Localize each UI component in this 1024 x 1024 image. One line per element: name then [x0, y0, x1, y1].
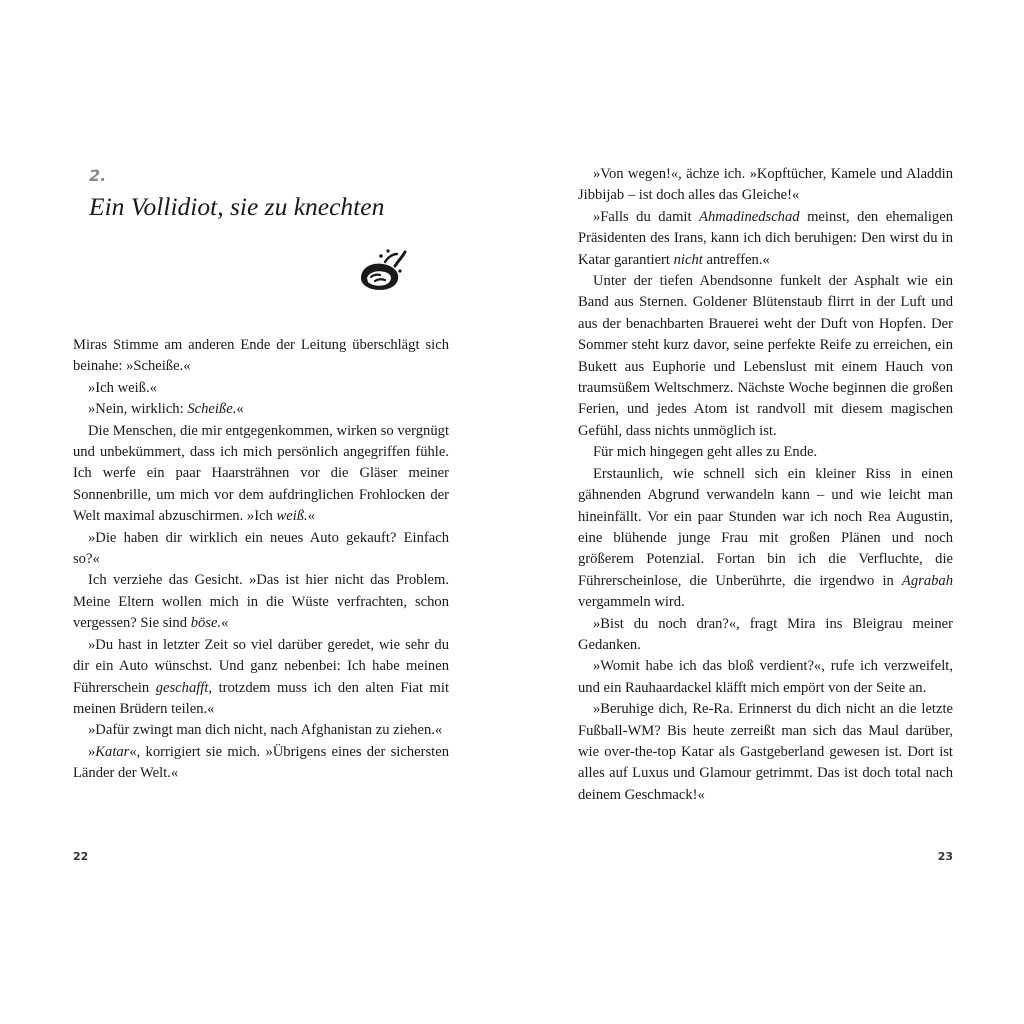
right-body-text — [578, 164, 953, 806]
chapter-title: Ein Vollidiot, sie zu knechten — [89, 192, 385, 221]
paragraph: Die Menschen, die mir entgegenkommen, wirken so vergnügt und unbekümmert, dass ich mich persönlich angegriffen fühle. Ich werfe ein paar Haarsträhnen vor die Gläser meiner Sonnenbrille, um mich vor dem aufdringlichen Frohlocken der Welt maximal abzuschirmen. »Ich weiß.« — [73, 422, 449, 525]
paragraph: Unter der tiefen Abendsonne funkelt der Asphalt wie ein Band aus Sternen. Goldener Blütenstaub flirrt in der Luft und aus der benachbarten Brauerei weht der Duft von Hopfen. Der Sommer steht kurz davor, seine perfekte Reife zu erreichen, ein Bukett aus Euphorie und Lebenslust mit einem Hauch von traumsüßem Weltschmerz. Nächste Woche beginnen die großen Ferien, und jedes Atom ist randvoll mit diesem magischen Gefühl, dass nichts unmöglich ist. — [578, 273, 953, 439]
arabic-calligraphy-ornament-icon — [355, 244, 407, 296]
page-number-right: 23 — [937, 850, 953, 863]
paragraph: Für mich hingegen geht alles zu Ende. — [593, 444, 818, 461]
paragraph: »Von wegen!«, ächze ich. »Kopftücher, Kamele und Aladdin Jibbijab – ist doch alles das Gleiche!« — [578, 166, 953, 204]
right-page — [578, 0, 953, 1024]
paragraph: »Womit habe ich das bloß verdient?«, rufe ich verzweifelt, und ein Rauhaardackel kläfft mich empört von der Seite an. — [578, 658, 953, 696]
paragraph: Miras Stimme am anderen Ende der Leitung überschlägt sich beinahe: »Scheiße.« — [73, 337, 449, 375]
paragraph: »Nein, wirklich: Scheiße.« — [88, 401, 244, 418]
chapter-number: 2. — [89, 166, 107, 185]
paragraph: »Bist du noch dran?«, fragt Mira ins Bleigrau meiner Gedanken. — [578, 615, 953, 653]
paragraph: »Ich weiß.« — [88, 379, 157, 396]
paragraph: »Beruhige dich, Re-Ra. Erinnerst du dich nicht an die letzte Fußball-WM? Bis heute zerreißt man sich das Maul darüber, wie over-the-top Katar als Gastgeberland gewesen ist. Dort ist alles auf Luxus und Glamour getrimmt. Das ist doch total nach deinem Geschmack!« — [578, 701, 953, 803]
left-page — [73, 0, 449, 1024]
page-number-left: 22 — [73, 850, 89, 863]
left-body-text — [73, 335, 449, 785]
paragraph: »Dafür zwingt man dich nicht, nach Afghanistan zu ziehen.« — [88, 722, 443, 739]
paragraph: »Du hast in letzter Zeit so viel darüber geredet, wie sehr du dir ein Auto wünschst. Und ganz nebenbei: Ich habe meinen Führerschein geschafft, trotzdem muss ich den alten Fiat mit meinen Brüdern teilen.« — [73, 636, 449, 717]
paragraph: »Falls du damit Ahmadinedschad meinst, den ehemaligen Präsidenten des Irans, kann ich dich beruhigen: Den wirst du in Katar garantiert nicht antreffen.« — [578, 208, 953, 268]
paragraph: Ich verziehe das Gesicht. »Das ist hier nicht das Problem. Meine Eltern wollen mich in die Wüste verfrachten, schon vergessen? Sie sind böse.« — [73, 572, 449, 632]
paragraph: »Die haben dir wirklich ein neues Auto gekauft? Einfach so?« — [73, 529, 449, 568]
paragraph: »Katar«, korrigiert sie mich. »Übrigens eines der sichersten Länder der Welt.« — [73, 743, 449, 782]
paragraph: Erstaunlich, wie schnell sich ein kleiner Riss in einen gähnenden Abgrund verwandeln kann – und wie leicht man hineinfällt. Vor ein paar Stunden war ich noch Rea Augustin, eine blühende junge Frau mit großen Plänen und noch größerem Potenzial. Fortan bin ich die Verfluchte, die Führerscheinlose, die Unberührte, die irgendwo in Agrabah vergammeln wird. — [578, 465, 953, 611]
